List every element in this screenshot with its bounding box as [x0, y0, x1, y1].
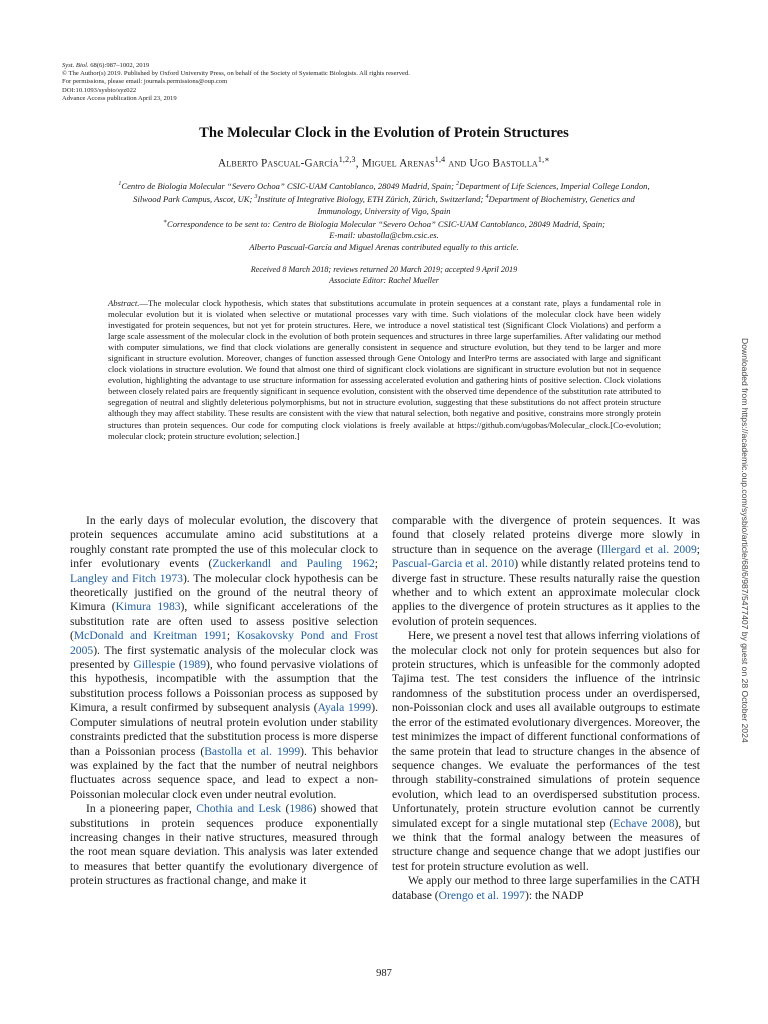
equal-contribution: Alberto Pascual-García and Miguel Arenas contributed equally to this article.: [249, 241, 519, 252]
text: ) showed that substitutions in protein sequences produce exponentially increasing changes in their native structures, measured through the root mean square deviation. This analysis was later extended to measures that better quantify the evolutionary divergence of protein structures as fractional change, and make it: [70, 802, 378, 888]
citation-link[interactable]: Zuckerkandl and Pauling 1962: [212, 557, 375, 571]
text: comparable with the divergence of protein sequences. It was found that closely related proteins diverge more slowly in structure than in sequence on the average (: [392, 514, 700, 556]
author-affil-sup: 1,4: [434, 155, 446, 164]
paragraph: [392, 629, 700, 874]
citation-link[interactable]: 1989: [182, 658, 206, 672]
author-list: Alberto Pascual-García$^{1,2,3}$, Miguel Arenas$^{1,4}$ and Ugo Bastolla$^{1,∗}$: [218, 155, 550, 170]
journal-abbrev: Syst. Biol.: [62, 62, 89, 69]
doi: DOI:10.1093/sysbio/syz022: [62, 86, 137, 94]
citation-link[interactable]: Echave 2008: [613, 816, 675, 830]
body-column-left: [70, 514, 378, 889]
text: ), who found pervasive violations of this hypothesis, incompatible with the assumption that the substitution process follows a Poissonian process as supposed by Kimura, a result confirmed by subsequent analysis (: [70, 658, 378, 715]
text: ). This behavior was explained by the fact that the number of neutral neighbors fluctuates across sequence space, and lead to expect a non-Poissonian molecular clock even under neutral evolution.: [70, 744, 378, 801]
affiliation: Department of Biochemistry, Genetics and: [488, 194, 635, 205]
abstract-label: Abstract.: [108, 298, 140, 308]
abstract-text: —The molecular clock hypothesis, which states that substitutions accumulate in protein sequences at a constant rate, plays a fundamental role in molecular evolution but it is violated when selective or mutational processes vary with time. Such violations of the molecular clock have been widely investigated for protein sequences, but not yet for protein structures. Here, we introduce a novel statistical test (Significant Clock Violations) and perform a large scale assessment of the molecular clock in the evolution of both protein sequences and structures in three large superfamilies. After validating our method with computer simulations, we find that clock violations are generally consistent in sequence and structure evolution, but they tend to be larger and more significant in structure evolution. Moreover, changes of function assessed through Gene Ontology and InterPro terms are associated with large and significant clock violations in structure evolution. We found that almost one third of significant clock violations are significant in structure evolution but not in sequence evolution, highlighting the advantage to use structure information for assessing accelerated evolution and gathering hints of positive selection. Clock violations between closely related pairs are frequently significant in sequence evolution, consistent with the observed time dependence of the substitution rate attributed to segregation of neutral and slightly deleterious polymorphisms, but not in structure evolution, suggesting that these substitutions do not affect protein structure although they may affect stability. These results are consistent with the view that natural selection, both negative and positive, constrains more strongly protein structures than protein sequences. Our code for computing clock violations is freely available at https://github.com/ugobas/Molecular_clock.[Co-evolution; molecular clock; protein structure evolution; selection.]: [108, 298, 661, 441]
citation-link[interactable]: Chothia and Lesk: [196, 802, 282, 816]
citation-link[interactable]: 1986: [289, 802, 313, 816]
affiliation: Silwood Park Campus, Ascot, UK;: [133, 194, 255, 205]
affiliation: Institute of Integrative Biology, ETH Zürich, Zürich, Switzerland;: [257, 194, 486, 205]
citation-link[interactable]: Bastolla et al. 1999: [204, 744, 301, 758]
affil-sup: 1: [118, 181, 122, 187]
author-name[interactable]: Miguel Arenas: [361, 157, 435, 170]
text: ;: [226, 629, 237, 643]
paragraph: [392, 514, 700, 629]
corr-sup: ∗: [162, 218, 168, 225]
received-dates: Received 8 March 2018; reviews returned 20 March 2019; accepted 9 April 2019: [250, 265, 518, 274]
text: ), but we think that the formal analogy between the measures of structure change and sequence change that we adopt justifies our test for protein structure evolution as well.: [392, 816, 700, 873]
paragraph: [70, 802, 378, 888]
text: In a pioneering paper,: [86, 802, 197, 816]
text: ;: [696, 542, 700, 556]
citation: 68(6):987–1002, 2019: [90, 62, 150, 69]
email[interactable]: E-mail: ubastolla@cbm.csic.es.: [329, 230, 439, 241]
author-and: and: [448, 157, 467, 170]
text: ;: [374, 557, 378, 571]
citation-link[interactable]: Gillespie: [133, 658, 176, 672]
author-affil-sup: 1,2,3: [338, 155, 356, 164]
affiliation: Immunology, University of Vigo, Spain: [317, 205, 451, 216]
citation-link[interactable]: Orengo et al. 1997: [438, 888, 525, 902]
journal-meta: [62, 62, 410, 103]
author-name[interactable]: Ugo Bastolla: [469, 157, 538, 170]
author-affil-sup: 1,∗: [537, 155, 550, 164]
author-name[interactable]: Alberto Pascual-García: [218, 157, 339, 170]
text: ): the NADP: [524, 888, 584, 902]
page-number: 987: [376, 968, 392, 979]
text: ). Computer simulations of neutral protein evolution under stability constraints predicted that the substitution process is more disperse than a Poissonian process (: [70, 701, 378, 758]
citation-link[interactable]: Pascual-Garcia et al. 2010: [392, 557, 515, 571]
affil-sup: 2: [456, 181, 460, 187]
citation-link[interactable]: Kimura 1983: [115, 600, 181, 614]
citation-link[interactable]: Ayala 1999: [317, 701, 372, 715]
text: In the early days of molecular evolution, the discovery that protein sequences accumulate amino acid substitutions at a roughly constant rate prompted the use of this molecular clock to infer evolutionary events (: [70, 514, 378, 571]
article-title: The Molecular Clock in the Evolution of Protein Structures: [199, 125, 569, 141]
citation-link[interactable]: Langley and Fitch 1973: [70, 571, 183, 585]
text: Here, we present a novel test that allows inferring violations of the molecular clock not only for protein sequences but also for protein structures, which is unfeasible for the commonly adopted Tajima test. The test considers the influence of the intrinsic randomness of the substitution process under an overdispersed, non-Poissonian clock and uses all available outgroups to estimate the error of the estimated evolutionary divergences. Moreover, the test minimizes the impact of different functional conformations of the same protein that lead to structure changes in the absence of sequence changes. We evaluate the performances of the test through stability-constrained simulations of protein sequence evolution, which lead to an overdispersed substitution process. Unfortunately, protein structure evolution cannot be currently simulated except for a single mutational step (: [392, 629, 701, 830]
text: (: [281, 802, 290, 816]
text: ), while significant accelerations of the substitution rate are often used to assess positive selection (: [70, 600, 378, 643]
abstract: [108, 298, 661, 442]
permissions: For permissions, please email: journals.permissions@oup.com: [62, 78, 228, 86]
correspondence: Correspondence to be sent to: Centro de Biologia Molecular “Severo Ochoa” CSIC-UAM Cantoblanco, 28049 Madrid, Spain;: [167, 218, 606, 229]
text: ). The first systematic analysis of the molecular clock was presented by: [70, 643, 378, 672]
body-column-right: [392, 514, 700, 903]
advance-access: Advance Access publication April 23, 2019: [62, 94, 177, 102]
paragraph: [392, 874, 700, 903]
affil-sup: 3: [254, 194, 258, 201]
text: We apply our method to three large superfamilies in the CATH database (: [392, 874, 700, 902]
associate-editor: Associate Editor: Rachel Mueller: [329, 276, 439, 285]
paragraph: [70, 514, 378, 802]
affil-sup: 4: [485, 194, 489, 201]
copyright: © The Author(s) 2019. Published by Oxford University Press, on behalf of the Society of Systematic Biologists. All rights reserved.: [62, 70, 410, 78]
text: (: [175, 658, 183, 672]
download-watermark: Downloaded from https://academic.oup.com/sysbio/article/68/6/987/5477407 by guest on 28 October 2024: [740, 338, 750, 743]
article-dates: [0, 264, 768, 286]
affiliations: [62, 179, 706, 253]
citation-link[interactable]: Kosakovsky Pond and Frost 2005: [70, 629, 379, 657]
citation-link[interactable]: McDonald and Kreitman 1991: [73, 629, 227, 643]
affiliation: Centro de Biologia Molecular “Severo Ochoa” CSIC-UAM Cantoblanco, 28049 Madrid, Spain;: [121, 180, 457, 191]
text: ) while distantly related proteins tend to diverge fast in structure. These results naturally raise the question whether and to which extent an approximate molecular clock applies to the divergence of protein structures as it applies to the evolution of protein sequences.: [392, 557, 700, 628]
text: ). The molecular clock hypothesis can be theoretically justified on the ground of the neutral theory of Kimura (: [70, 571, 378, 614]
affiliation: Department of Life Sciences, Imperial College London,: [459, 180, 650, 191]
citation-link[interactable]: Illergard et al. 2009: [600, 542, 697, 556]
